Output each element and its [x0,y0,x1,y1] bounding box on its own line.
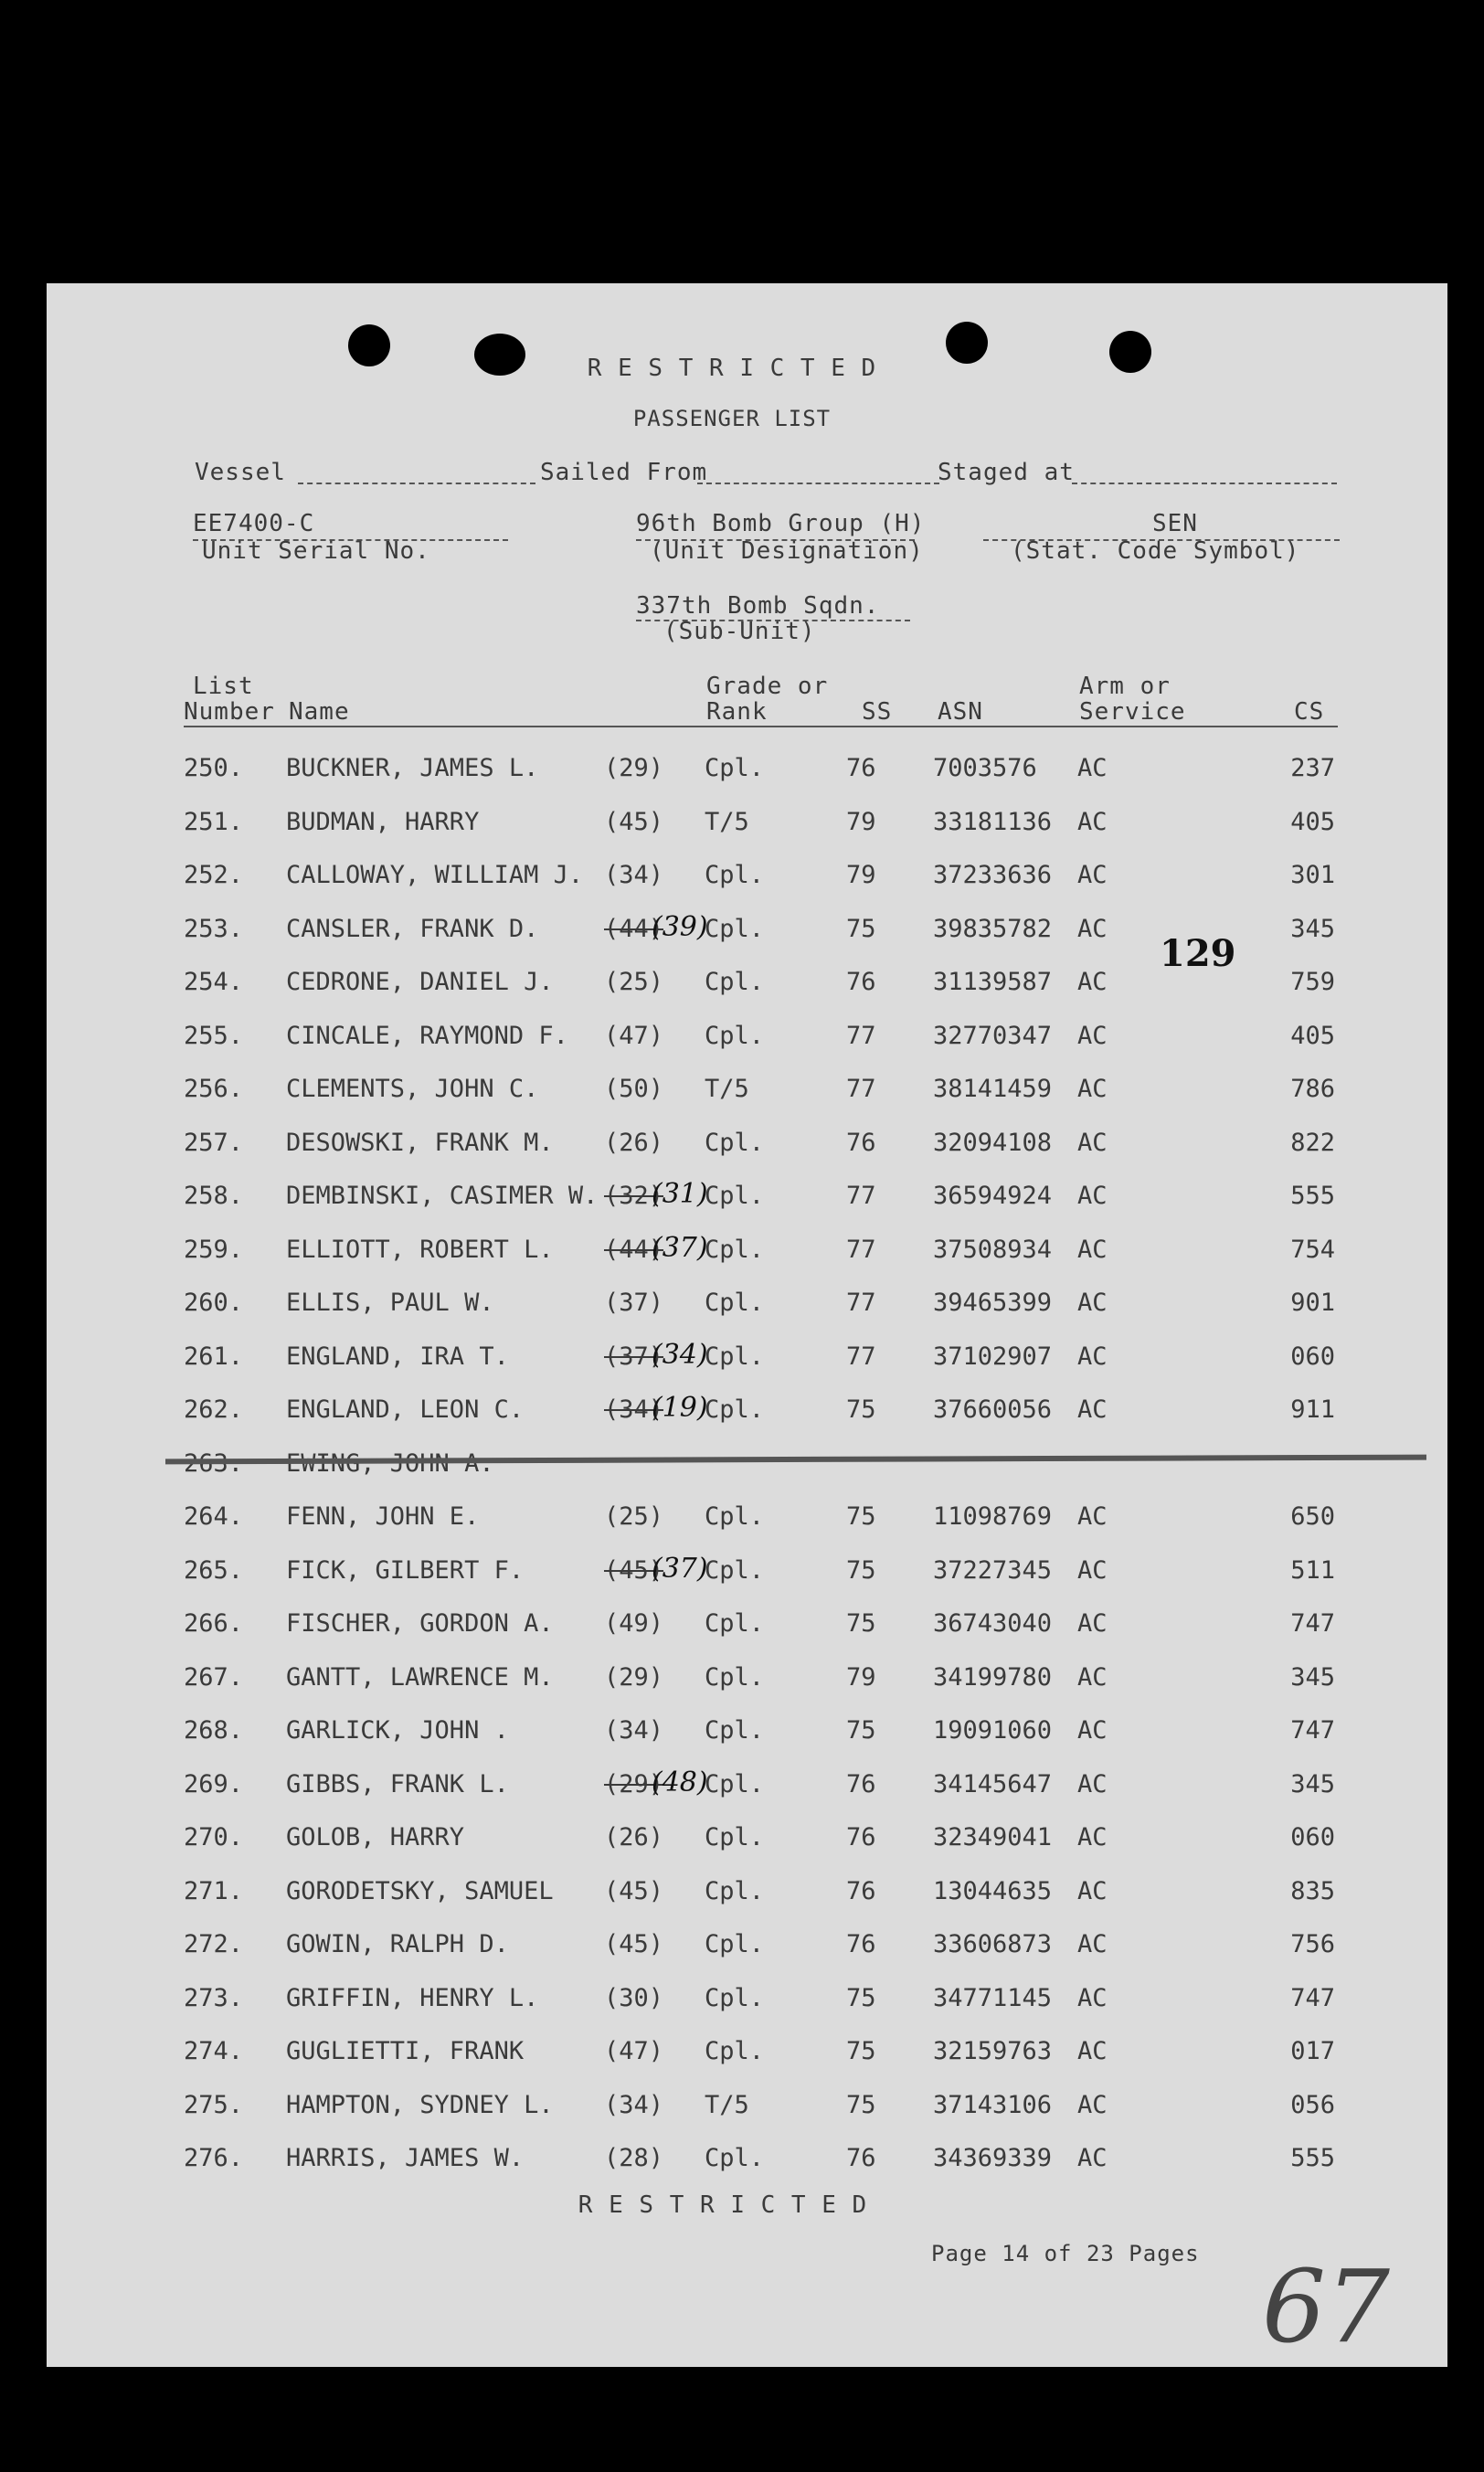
table-row [47,1716,1447,1753]
list-number: 250. [184,754,244,782]
grade-rank: T/5 [705,1075,749,1103]
age-value: (44) [604,1235,664,1264]
age-value: (34) [604,861,664,889]
asn-number: 37508934 [933,1235,1053,1264]
grade-rank: Cpl. [705,1876,765,1905]
grade-rank: Cpl. [705,1395,765,1424]
table-row [47,910,1447,951]
table-row [47,1502,1447,1539]
cs-code: 345 [1290,1769,1335,1798]
passenger-name: BUDMAN, HARRY [286,807,480,836]
ss-code: 75 [846,1716,876,1745]
list-number: 251. [184,807,244,836]
col-header-service: Service [1079,698,1186,726]
age-value: (29) [604,754,664,782]
passenger-list-page [47,283,1447,2367]
asn-number: 32094108 [933,1128,1053,1157]
passenger-name: CEDRONE, DANIEL J. [286,968,554,996]
passenger-name: ELLIS, PAUL W. [286,1289,494,1317]
list-number: 260. [184,1289,244,1317]
age-value: (44) [604,914,664,943]
col-header-ss: SS [862,698,893,726]
ss-code: 77 [846,1021,876,1050]
asn-number: 37233636 [933,861,1053,889]
table-row [47,1075,1447,1111]
ss-code: 75 [846,2090,876,2119]
table-row [47,1609,1447,1646]
cs-code: 756 [1290,1930,1335,1958]
cs-code: 060 [1290,1823,1335,1851]
cs-code: 786 [1290,1075,1335,1103]
table-row [47,2091,1447,2127]
passenger-name: GORODETSKY, SAMUEL [286,1876,554,1905]
list-number: 271. [184,1876,244,1905]
asn-number: 38141459 [933,1075,1053,1103]
stamp-number: 129 [1160,932,1236,975]
vessel-label: Vessel [195,459,286,486]
asn-number: 33181136 [933,807,1053,836]
passenger-name: HARRIS, JAMES W. [286,2144,525,2172]
list-number: 254. [184,968,244,996]
grade-rank: Cpl. [705,1716,765,1745]
vessel-blank [298,483,535,484]
age-value: (26) [604,1823,664,1851]
handwritten-age-correction: (37) [652,1552,708,1585]
arm-service: AC [1077,807,1108,836]
cs-code: 555 [1290,2144,1335,2172]
ss-code: 75 [846,1502,876,1531]
cs-code: 911 [1290,1395,1335,1424]
punch-hole [348,324,390,366]
grade-rank: Cpl. [705,1502,765,1531]
cs-code: 835 [1290,1876,1335,1905]
asn-number: 11098769 [933,1502,1053,1531]
passenger-name: FISCHER, GORDON A. [286,1609,554,1638]
cs-code: 747 [1290,1983,1335,2012]
passenger-name: GOWIN, RALPH D. [286,1930,509,1958]
grade-rank: Cpl. [705,1555,765,1585]
table-row [47,754,1447,790]
asn-number: 33606873 [933,1930,1053,1958]
arm-service: AC [1077,1182,1108,1210]
age-value: (34) [604,1395,664,1424]
sailed-from-label: Sailed From [540,459,708,486]
arm-service: AC [1077,1235,1108,1264]
handwritten-age-correction: (48) [652,1766,708,1798]
cs-code: 754 [1290,1235,1335,1264]
age-value: (45) [604,1930,664,1958]
ss-code: 77 [846,1289,876,1317]
list-number: 253. [184,914,244,943]
grade-rank: Cpl. [705,914,765,943]
asn-number: 34369339 [933,2144,1053,2172]
asn-number: 39835782 [933,914,1053,943]
arm-service: AC [1077,914,1108,943]
passenger-name: FICK, GILBERT F. [286,1555,525,1585]
subunit-label: (Sub-Unit) [663,618,816,645]
age-value: (45) [604,1876,664,1905]
asn-number: 36743040 [933,1609,1053,1638]
table-row [47,968,1447,1004]
grade-rank: Cpl. [705,1930,765,1958]
ss-code: 75 [846,1555,876,1585]
grade-rank: Cpl. [705,1289,765,1317]
ss-code: 76 [846,1769,876,1798]
table-row [47,1984,1447,2021]
ss-code: 76 [846,968,876,996]
ss-code: 75 [846,2037,876,2065]
table-row [47,1129,1447,1165]
arm-service: AC [1077,861,1108,889]
arm-service: AC [1077,1983,1108,2012]
ss-code: 76 [846,754,876,782]
arm-service: AC [1077,1342,1108,1371]
ss-code: 77 [846,1235,876,1264]
list-number: 268. [184,1716,244,1745]
staged-at-blank [1072,483,1337,484]
col-header-name: Name [289,698,350,726]
list-number: 265. [184,1555,244,1585]
ss-code: 75 [846,1395,876,1424]
ss-code: 79 [846,861,876,889]
passenger-name: GIBBS, FRANK L. [286,1769,509,1798]
grade-rank: T/5 [705,807,749,836]
cs-code: 345 [1290,1662,1335,1692]
passenger-name: CLEMENTS, JOHN C. [286,1075,539,1103]
asn-number: 19091060 [933,1716,1053,1745]
arm-service: AC [1077,1716,1108,1745]
passenger-name: FENN, JOHN E. [286,1502,480,1531]
table-row [47,861,1447,897]
station-code-value: SEN [1152,510,1198,537]
age-value: (37) [604,1342,664,1371]
age-value: (29) [604,1662,664,1692]
handwritten-age-correction: (34) [652,1338,708,1371]
passenger-name: ENGLAND, IRA T. [286,1342,509,1371]
header-restricted: R E S T R I C T E D [587,355,877,382]
passenger-name: GARLICK, JOHN . [286,1716,509,1745]
handwritten-page-number: 67 [1262,2248,1390,2365]
list-number: 270. [184,1823,244,1851]
ss-code: 76 [846,1876,876,1905]
arm-service: AC [1077,1823,1108,1851]
list-number: 273. [184,1983,244,2012]
list-number: 266. [184,1609,244,1638]
table-row [47,808,1447,844]
cs-code: 747 [1290,1609,1335,1638]
arm-service: AC [1077,1930,1108,1958]
arm-service: AC [1077,2090,1108,2119]
punch-hole [1109,331,1151,373]
grade-rank: Cpl. [705,754,765,782]
grade-rank: Cpl. [705,861,765,889]
asn-number: 37660056 [933,1395,1053,1424]
table-row [47,2037,1447,2074]
unit-designation-value: 96th Bomb Group (H) [636,510,926,537]
grade-rank: Cpl. [705,1342,765,1371]
cs-code: 345 [1290,914,1335,943]
ss-code: 75 [846,914,876,943]
sailed-from-blank [697,483,939,484]
grade-rank: Cpl. [705,1769,765,1798]
col-header-asn: ASN [938,698,983,726]
age-value: (37) [604,1289,664,1317]
table-row [47,1231,1447,1272]
table-row [47,1022,1447,1058]
grade-rank: Cpl. [705,1235,765,1264]
ss-code: 79 [846,1662,876,1692]
cs-code: 060 [1290,1342,1335,1371]
unit-designation-label: (Unit Designation) [650,537,924,565]
arm-service: AC [1077,1609,1108,1638]
grade-rank: Cpl. [705,1823,765,1851]
staged-at-label: Staged at [938,459,1075,486]
passenger-name: CANSLER, FRANK D. [286,914,539,943]
list-number: 258. [184,1182,244,1210]
cs-code: 747 [1290,1716,1335,1745]
unit-serial-value: EE7400-C [193,510,315,537]
list-number: 252. [184,861,244,889]
age-value: (50) [604,1075,664,1103]
grade-rank: Cpl. [705,1021,765,1050]
list-number: 261. [184,1342,244,1371]
table-row [47,1552,1447,1593]
document-title: PASSENGER LIST [632,406,832,431]
ss-code: 76 [846,1823,876,1851]
age-value: (34) [604,1716,664,1745]
grade-rank: Cpl. [705,1128,765,1157]
col-header-arm: Arm or [1079,673,1171,700]
handwritten-age-correction: (31) [652,1178,708,1210]
cs-code: 301 [1290,861,1335,889]
handwritten-age-correction: (39) [652,910,708,943]
ss-code: 77 [846,1342,876,1371]
arm-service: AC [1077,1769,1108,1798]
cs-code: 555 [1290,1182,1335,1210]
header-rule [184,726,1338,727]
col-header-cs: CS [1294,698,1325,726]
list-number: 272. [184,1930,244,1958]
age-value: (29) [604,1769,664,1798]
arm-service: AC [1077,968,1108,996]
list-number: 257. [184,1128,244,1157]
cs-code: 237 [1290,754,1335,782]
grade-rank: Cpl. [705,1609,765,1638]
passenger-name: CINCALE, RAYMOND F. [286,1021,568,1050]
station-code-label: (Stat. Code Symbol) [1011,537,1300,565]
asn-number: 34771145 [933,1983,1053,2012]
col-header-grade: Grade or [706,673,829,700]
asn-number: 37143106 [933,2090,1053,2119]
arm-service: AC [1077,1876,1108,1905]
passenger-name: GUGLIETTI, FRANK [286,2037,525,2065]
cs-code: 056 [1290,2090,1335,2119]
cs-code: 901 [1290,1289,1335,1317]
age-value: (32) [604,1182,664,1210]
ss-code: 75 [846,1609,876,1638]
age-value: (26) [604,1128,664,1157]
grade-rank: Cpl. [705,2037,765,2065]
table-row [47,1289,1447,1325]
cs-code: 759 [1290,968,1335,996]
arm-service: AC [1077,1555,1108,1585]
passenger-name: ENGLAND, LEON C. [286,1395,525,1424]
asn-number: 32159763 [933,2037,1053,2065]
unit-serial-label: Unit Serial No. [202,537,430,565]
age-value: (45) [604,1555,664,1585]
age-value: (47) [604,2037,664,2065]
col-header-rank: Rank [706,698,768,726]
asn-number: 34199780 [933,1662,1053,1692]
passenger-name: CALLOWAY, WILLIAM J. [286,861,584,889]
list-number: 276. [184,2144,244,2172]
asn-number: 32770347 [933,1021,1053,1050]
age-value: (30) [604,1983,664,2012]
list-number: 262. [184,1395,244,1424]
ss-code: 75 [846,1983,876,2012]
grade-rank: Cpl. [705,2144,765,2172]
page-number: Page 14 of 23 Pages [931,2241,1200,2266]
passenger-name: ELLIOTT, ROBERT L. [286,1235,554,1264]
list-number: 264. [184,1502,244,1531]
arm-service: AC [1077,1075,1108,1103]
list-number: 259. [184,1235,244,1264]
table-row [47,1392,1447,1432]
table-row [47,1930,1447,1967]
cs-code: 405 [1290,1021,1335,1050]
table-row [47,1178,1447,1218]
passenger-name: HAMPTON, SYDNEY L. [286,2090,554,2119]
handwritten-age-correction: (37) [652,1231,708,1264]
asn-number: 32349041 [933,1823,1053,1851]
grade-rank: Cpl. [705,1983,765,2012]
list-number: 269. [184,1769,244,1798]
age-value: (25) [604,1502,664,1531]
subunit-value: 337th Bomb Sqdn. [636,592,880,620]
table-row [47,1338,1447,1379]
table-row [47,1877,1447,1914]
table-row [47,2144,1447,2180]
age-value: (45) [604,807,664,836]
arm-service: AC [1077,2037,1108,2065]
arm-service: AC [1077,754,1108,782]
list-number: 267. [184,1662,244,1692]
age-value: (34) [604,2090,664,2119]
arm-service: AC [1077,1662,1108,1692]
list-number: 275. [184,2090,244,2119]
cs-code: 650 [1290,1502,1335,1531]
age-value: (25) [604,968,664,996]
cs-code: 511 [1290,1555,1335,1585]
ss-code: 76 [846,2144,876,2172]
asn-number: 37227345 [933,1555,1053,1585]
col-header-number: Number [184,698,275,726]
arm-service: AC [1077,1128,1108,1157]
grade-rank: Cpl. [705,1182,765,1210]
passenger-name: GOLOB, HARRY [286,1823,465,1851]
cs-code: 017 [1290,2037,1335,2065]
table-row [47,1663,1447,1700]
list-number: 256. [184,1075,244,1103]
table-row [47,1823,1447,1860]
footer-restricted: R E S T R I C T E D [578,2191,868,2219]
arm-service: AC [1077,2144,1108,2172]
ss-code: 76 [846,1930,876,1958]
asn-number: 7003576 [933,754,1037,782]
asn-number: 39465399 [933,1289,1053,1317]
arm-service: AC [1077,1502,1108,1531]
cs-code: 822 [1290,1128,1335,1157]
asn-number: 13044635 [933,1876,1053,1905]
passenger-name: BUCKNER, JAMES L. [286,754,539,782]
ss-code: 79 [846,807,876,836]
age-value: (28) [604,2144,664,2172]
ss-code: 77 [846,1075,876,1103]
arm-service: AC [1077,1021,1108,1050]
cs-code: 405 [1290,807,1335,836]
handwritten-age-correction: (19) [652,1392,708,1424]
asn-number: 34145647 [933,1769,1053,1798]
asn-number: 37102907 [933,1342,1053,1371]
grade-rank: Cpl. [705,968,765,996]
ss-code: 77 [846,1182,876,1210]
passenger-name: DESOWSKI, FRANK M. [286,1128,554,1157]
list-number: 274. [184,2037,244,2065]
table-row [47,1766,1447,1807]
asn-number: 31139587 [933,968,1053,996]
list-number: 255. [184,1021,244,1050]
passenger-name: DEMBINSKI, CASIMER W. [286,1182,599,1210]
ss-code: 76 [846,1128,876,1157]
age-value: (49) [604,1609,664,1638]
passenger-name: GANTT, LAWRENCE M. [286,1662,554,1692]
asn-number: 36594924 [933,1182,1053,1210]
grade-rank: T/5 [705,2090,749,2119]
passenger-name: GRIFFIN, HENRY L. [286,1983,539,2012]
arm-service: AC [1077,1289,1108,1317]
arm-service: AC [1077,1395,1108,1424]
col-header-list: List [193,673,254,700]
grade-rank: Cpl. [705,1662,765,1692]
age-value: (47) [604,1021,664,1050]
